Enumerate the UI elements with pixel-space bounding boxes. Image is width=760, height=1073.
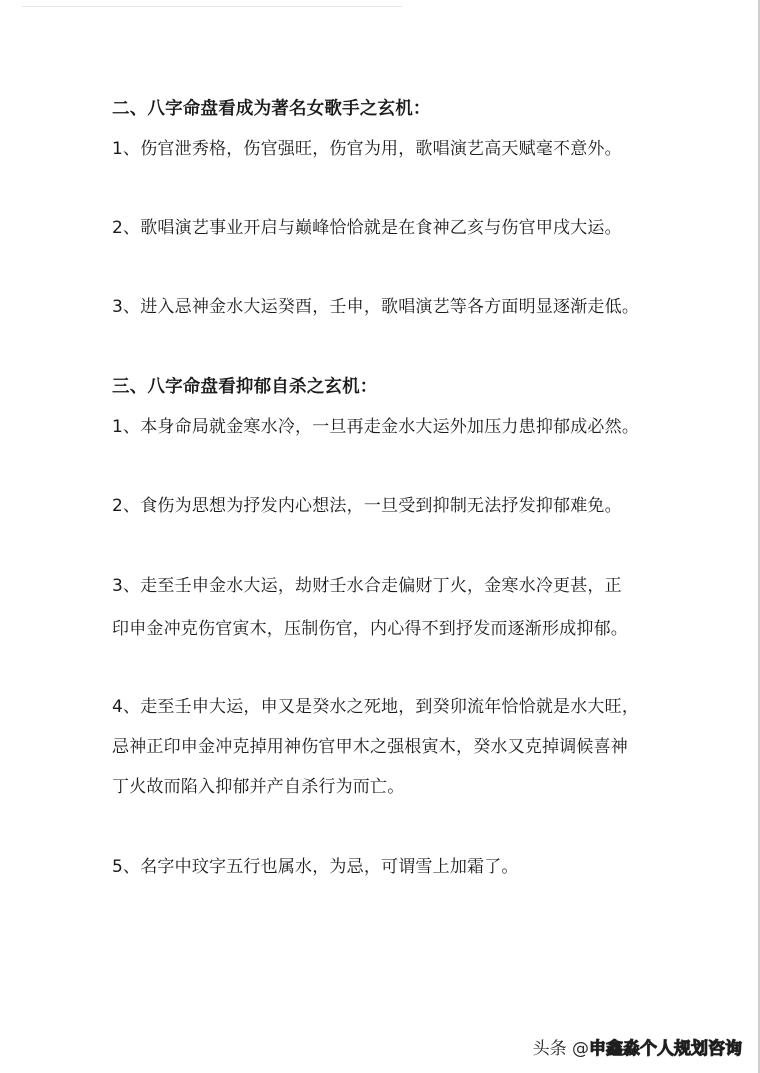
top-divider	[22, 6, 402, 7]
paragraph-line: 丁火故而陷入抑郁并产自杀行为而亡。	[112, 777, 405, 797]
watermark-prefix: 头条 @	[532, 1039, 589, 1059]
paragraph-line: 1、本身命局就金寒水冷，一旦再走金水大运外加压力患抑郁成必然。	[112, 417, 640, 437]
paragraph-line: 2、食伤为思想为抒发内心想法，一旦受到抑制无法抒发抑郁难免。	[112, 496, 622, 516]
paragraph-line: 5、名字中玟字五行也属水，为忌，可谓雪上加霜了。	[112, 857, 519, 877]
paragraph-line: 1、伤官泄秀格，伤官强旺，伤官为用，歌唱演艺高天赋毫不意外。	[112, 139, 622, 159]
author-watermark	[533, 1034, 742, 1059]
paragraph-line: 忌神正印申金冲克掉用神伤官甲木之强根寅木，癸水又克掉调候喜神	[112, 737, 628, 757]
paragraph-line: 印申金冲克伤官寅木，压制伤官，内心得不到抒发而逐渐形成抑郁。	[112, 619, 628, 639]
paragraph-line: 3、走至壬申金水大运，劫财壬水合走偏财丁火，金寒水冷更甚，正	[112, 576, 622, 596]
watermark-author: 申鑫淼个人规划咨询	[589, 1039, 742, 1059]
paragraph-line: 4、走至壬申大运，申又是癸水之死地，到癸卯流年恰恰就是水大旺，	[112, 697, 640, 717]
section-heading: 二、八字命盘看成为著名女歌手之玄机：	[112, 99, 431, 119]
paragraph-line: 2、歌唱演艺事业开启与巅峰恰恰就是在食神乙亥与伤官甲戌大运。	[112, 218, 622, 238]
section-heading: 三、八字命盘看抑郁自杀之玄机：	[112, 377, 378, 397]
paragraph-line: 3、进入忌神金水大运癸酉，壬申，歌唱演艺等各方面明显逐渐走低。	[112, 297, 640, 317]
